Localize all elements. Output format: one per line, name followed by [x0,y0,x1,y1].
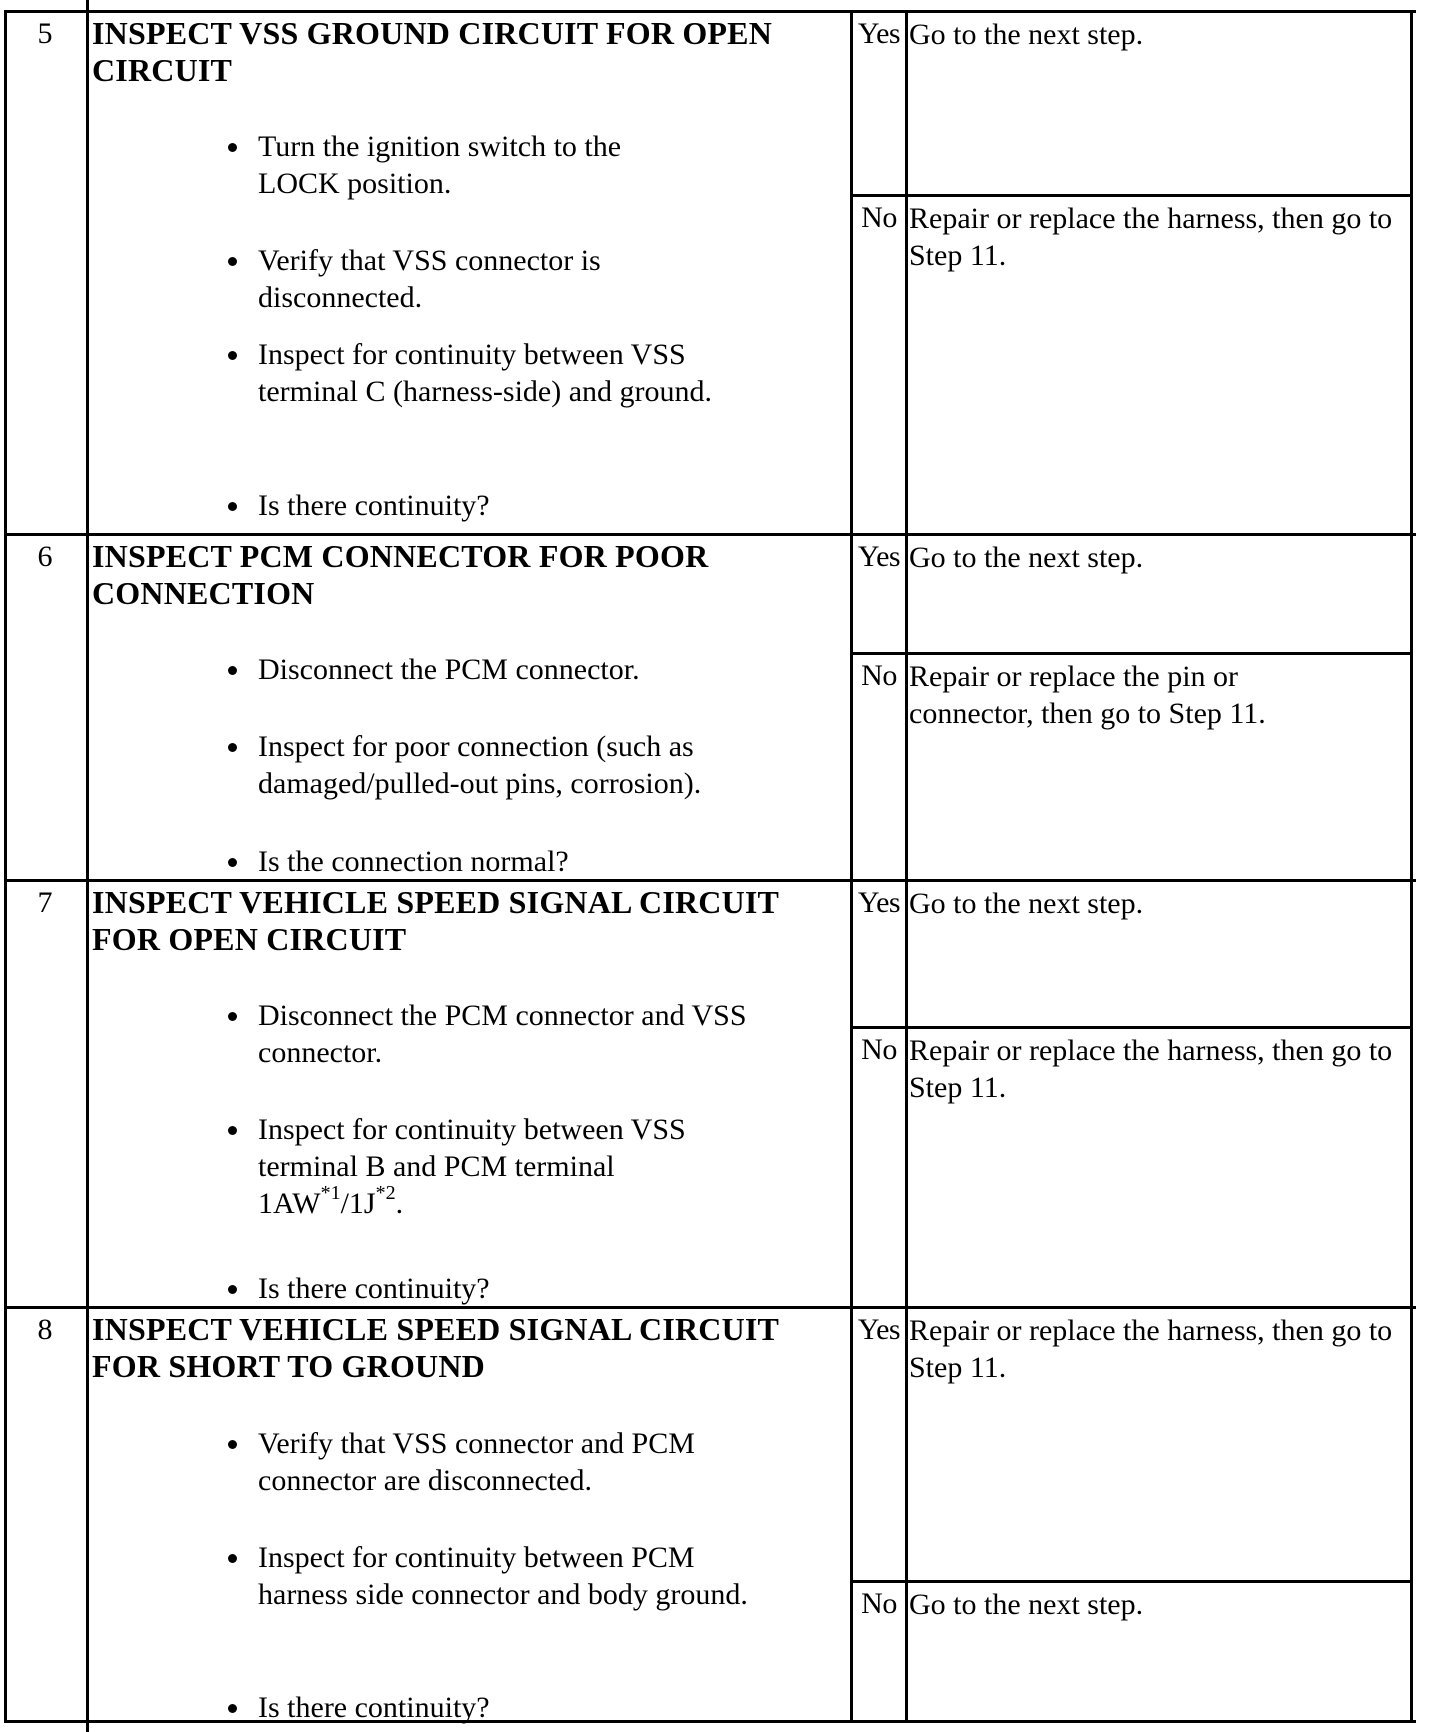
step-instruction: Disconnect the PCM connector. [258,651,818,688]
table-border-left [4,10,7,1723]
step-question: Is the connection normal? [258,843,818,880]
continuity-text: Inspect for continuity between VSS terminal B and PCM terminal 1AW [258,1113,686,1220]
no-label: No [861,201,897,234]
yes-label: Yes [857,886,901,919]
step-instruction: Verify that VSS connector is disconnected. [258,242,688,316]
step-instruction: Inspect for continuity between PCM harness side connector and body ground. [258,1539,778,1613]
step-number: 7 [37,886,53,919]
column-divider-step [86,0,89,1732]
footnote-mark: *2 [375,1182,396,1204]
yes-label: Yes [857,1313,901,1346]
yes-action: Repair or replace the harness, then go to Step 11. [909,1314,1393,1384]
step-instruction: Inspect for continuity between VSS terminal C (harness-side) and ground. [258,336,778,410]
step-question: Is there continuity? [258,487,818,524]
terminal-end: . [395,1187,404,1220]
no-label: No [861,1033,897,1066]
step-title: INSPECT PCM CONNECTOR FOR POOR CONNECTION [92,538,709,611]
step-number: 6 [37,540,53,573]
footnote-mark: *1 [320,1182,341,1204]
yes-no-divider-5 [850,194,1413,197]
no-action: Repair or replace the harness, then go to Step 11. [909,1034,1393,1104]
no-action: Repair or replace the harness, then go to Step 11. [909,202,1393,272]
yes-no-divider-8 [850,1580,1413,1583]
step-instruction: Turn the ignition switch to the LOCK position. [258,128,698,202]
step-title: INSPECT VSS GROUND CIRCUIT FOR OPEN CIRCUIT [92,15,773,88]
yes-label: Yes [857,17,901,50]
step-instruction [258,1111,758,1222]
no-label: No [861,1587,897,1620]
step-title: INSPECT VEHICLE SPEED SIGNAL CIRCUIT FOR OPEN CIRCUIT [92,884,779,957]
column-divider-action [905,10,908,1723]
step-number: 5 [37,17,53,50]
step-question: Is there continuity? [258,1270,818,1307]
yes-action: Go to the next step. [909,887,1144,920]
step-instruction: Inspect for poor connection (such as damaged/pulled-out pins, corrosion). [258,728,798,802]
yes-action: Go to the next step. [909,541,1144,574]
yes-no-divider-7 [850,1026,1413,1029]
step-instruction: Verify that VSS connector and PCM connector are disconnected. [258,1425,778,1499]
no-action: Go to the next step. [909,1588,1144,1621]
step-number: 8 [37,1313,53,1346]
column-divider-answer [850,10,853,1723]
terminal-text: /1J [340,1187,376,1220]
table-border-top [4,10,1416,13]
yes-no-divider-6 [850,652,1413,655]
yes-label: Yes [857,540,901,573]
step-question: Is there continuity? [258,1689,818,1726]
step-instruction: Disconnect the PCM connector and VSS connector. [258,997,758,1071]
step-title: INSPECT VEHICLE SPEED SIGNAL CIRCUIT FOR SHORT TO GROUND [92,1311,779,1384]
yes-action: Go to the next step. [909,18,1144,51]
row-divider-5-6 [4,533,1416,536]
table-border-right [1410,10,1413,1723]
no-label: No [861,659,897,692]
no-action: Repair or replace the pin or connector, then go to Step 11. [909,660,1266,730]
